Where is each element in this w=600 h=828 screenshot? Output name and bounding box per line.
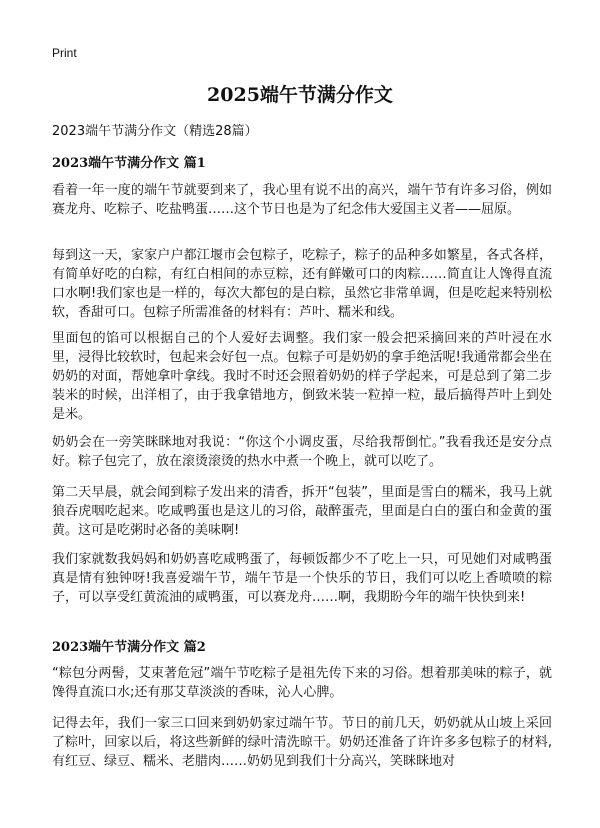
paragraph: 记得去年，我们一家三口回来到奶奶家过端午节。节日的前几天，奶奶就从山坡上采回了粽叶，回家以后，将这些新鲜的绿叶清洗晾干。奶奶还准备了许许多多包粽子的材料,有红豆、绿豆、糯米、老腊肉……奶奶见到我们十分高兴，笑眯眯地对 xyxy=(52,716,552,769)
paragraph: 我们家就数我妈妈和奶奶喜吃咸鸭蛋了，每顿饭都少不了吃上一只，可见她们对咸鸭蛋真是情有独钟呀!我喜爱端午节，端午节是一个快乐的节日，我们可以吃上香喷喷的粽子，可以享受红黄流油的咸鸭蛋，可以赛龙舟……啊，我期盼今年的端午快快到来! xyxy=(52,552,552,605)
paragraph: 里面包的馅可以根据自己的个人爱好去调整。我们家一般会把采摘回来的芦叶浸在水里，浸得比较软时，包起来会好包一点。包粽子可是奶奶的拿手绝活呢!我通常都会坐在奶奶的对面，帮她拿叶拿线。我时不时还会照着奶奶的样子学起来，可是总到了第二步装米的时候，出洋相了，由于我拿错地方，倒致米装一粒掉一粒，最后搞得芦叶上到处是米。 xyxy=(52,331,552,422)
section-heading-2: 2023端午节满分作文 篇2 xyxy=(52,640,206,655)
paragraph: 第二天早晨，就会闻到粽子发出来的清香，拆开“包装”，里面是雪白的糯米，我马上就狼吞虎咽吃起来。吃咸鸭蛋也是这儿的习俗，敲醉蛋壳，里面是白白的蛋白和金黄的蛋黄。这可是吃粥时必备的美味啊! xyxy=(52,485,552,538)
paragraph: 奶奶会在一旁笑眯眯地对我说：“你这个小调皮蛋，尽给我帮倒忙。”我看我还是安分点好。粽子包完了，放在滚烫滚烫的热水中煮一个晚上，就可以吃了。 xyxy=(52,435,552,469)
print-label[interactable]: Print xyxy=(52,46,77,60)
document-subtitle: 2023端午节满分作文（精选28篇） xyxy=(52,124,258,139)
paragraph: 每到这一天，家家户户都江堰市会包粽子，吃粽子，粽子的品种多如繁星，各式各样，有简单好吃的白粽，有红白相间的赤豆粽，还有鲜嫩可口的肉粽……简直让人馋得直流口水啊!我们家也是一样的，每次大都包的是白粽，虽然它非常单调，但是吃起来特别松软，香甜可口。包粽子所需准备的材料有：芦叶、糯米和线。 xyxy=(52,248,552,320)
paragraph: 看着一年一度的端午节就要到来了，我心里有说不出的高兴，端午节有许多习俗，例如赛龙舟、吃粽子、吃盐鸭蛋……这个节日也是为了纪念伟大爱国主义者——屈原。 xyxy=(52,183,552,217)
paragraph: “粽包分两髻，艾束著危冠”端午节吃粽子是祖先传下来的习俗。想着那美味的粽子，就馋得直流口水;还有那艾草淡淡的香味，沁人心脾。 xyxy=(52,666,552,700)
page-title: 2025端午节满分作文 xyxy=(207,84,393,106)
section-heading-1: 2023端午节满分作文 篇1 xyxy=(52,156,206,171)
